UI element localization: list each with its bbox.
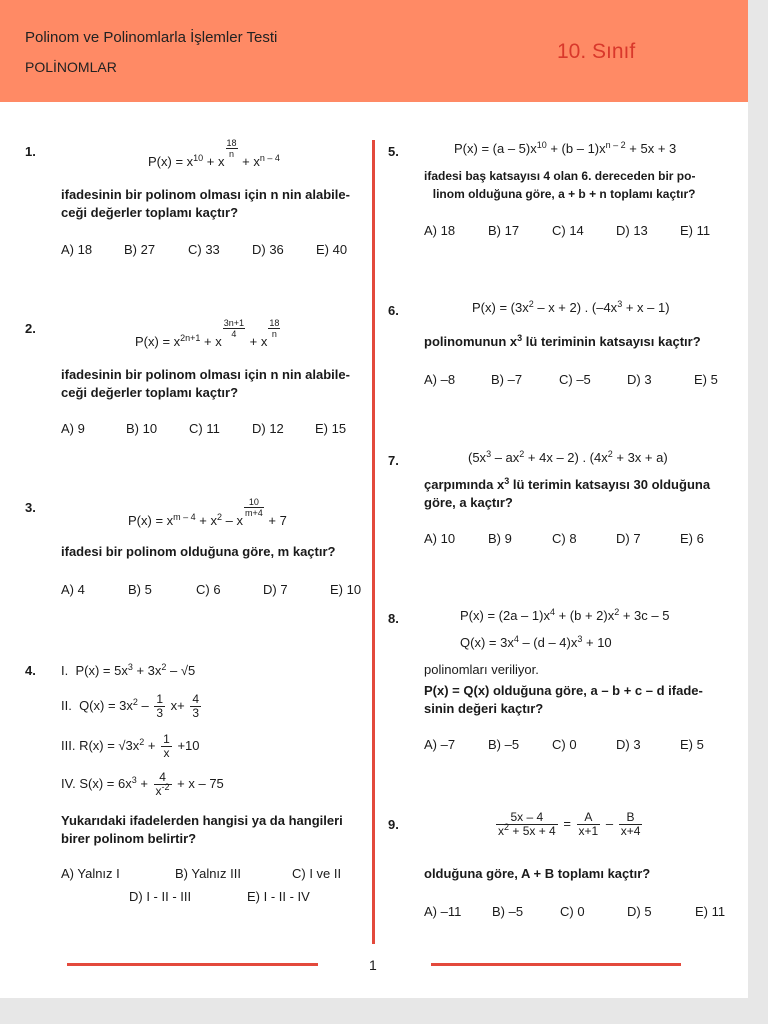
question-4-option-d[interactable]: D) I - II - III [129,889,192,904]
question-6-formula: $P(x) = (3x^2 - x + 2)$ . $(-4x^3 + x - 1)$ [472,299,670,315]
question-9-number: 9. [388,817,399,832]
question-8-option-e[interactable]: E) 5 [680,737,704,752]
question-8-number: 8. [388,611,399,626]
question-5-text: ifadesi baş katsayısı 4 olan 6. dereceden bir po- linom olduğuna göre, a + b + n toplamı kaçtır? [424,169,696,201]
question-2-option-a[interactable]: A) 9 [61,421,85,436]
question-8-given: polinomları veriliyor. [424,662,539,677]
question-1-option-c[interactable]: C) 33 [188,242,220,257]
question-3-option-b[interactable]: B) 5 [128,582,152,597]
question-3-option-c[interactable]: C) 6 [196,582,221,597]
question-6-text-a: polinomunun x [424,334,518,349]
question-7-option-e[interactable]: E) 6 [680,531,704,546]
question-7-option-d[interactable]: D) 7 [616,531,641,546]
question-2-option-d[interactable]: D) 12 [252,421,284,436]
item-2-label: II. [61,697,72,713]
question-9-option-d[interactable]: D) 5 [627,904,652,919]
question-1-option-a[interactable]: A) 18 [61,242,93,257]
question-9-option-c[interactable]: C) 0 [560,904,585,919]
question-1-option-e[interactable]: E) 40 [316,242,348,257]
question-3-option-e[interactable]: E) 10 [330,582,362,597]
question-3-option-d[interactable]: D) 7 [263,582,288,597]
question-8-option-c[interactable]: C) 0 [552,737,577,752]
question-4-item-3: III. $R(x) = √3x^2$ + $\frac{1}{x}$ +10 [61,732,200,760]
question-8-option-d[interactable]: D) 3 [616,737,641,752]
question-4-item-4: IV. $S(x) = 6x^3$ + $\frac{4}{x^{-2}}$ + x – 75 [61,770,224,798]
question-8-option-b[interactable]: B) –5 [488,737,520,752]
question-2-number: 2. [25,321,36,336]
question-7-text-line-1: çarpımında $x^3$ lü terimin katsayısı 30 olduğuna [424,476,711,492]
question-7-text-b: lü terimin katsayısı 30 olduğuna [509,477,711,492]
question-2-formula: $P(x) = x^{2n+1} + x$ $\frac{3n+1}{4}$ + x $\frac{18}{n}$ [135,318,280,349]
item-1-label: I. [61,663,69,678]
question-6-option-e[interactable]: E) 5 [694,372,718,387]
question-4-option-b[interactable]: B) Yalnız III [175,866,241,881]
page-header [0,0,748,102]
question-5-formula: $P(x) = (a - 5)x^{10} + (b - 1)x^{n - 2} + 5x + 3$ [454,140,677,156]
question-1-number: 1. [25,144,36,159]
grade-label: 10. Sınıf [557,40,636,63]
question-7-text-a: çarpımında x [424,477,505,492]
question-7-formula: $(5x^3 - ax^2 + 4x - 2)$ . $(4x^2 + 3x + a)$ [468,449,668,465]
footer-rule-left [67,963,318,966]
question-5-option-b[interactable]: B) 17 [488,223,520,238]
question-6-text-b: lü teriminin katsayısı kaçtır? [522,334,701,349]
question-5-option-a[interactable]: A) 18 [424,223,456,238]
question-7-option-b[interactable]: B) 9 [488,531,512,546]
question-6-text: polinomunun $x^3$ lü teriminin katsayısı kaçtır? [424,333,701,349]
question-2-option-e[interactable]: E) 15 [315,421,347,436]
item-4-label: IV. [61,775,76,791]
question-2-option-b[interactable]: B) 10 [126,421,158,436]
question-6-number: 6. [388,303,399,318]
question-3-option-a[interactable]: A) 4 [61,582,85,597]
question-8-option-a[interactable]: A) –7 [424,737,456,752]
question-5-option-c[interactable]: C) 14 [552,223,584,238]
question-3-formula: $P(x) = x^{m - 4} + x^2 - x$ $\frac{10}{m+4}$ + 7 [128,497,287,528]
question-6-option-a[interactable]: A) –8 [424,372,456,387]
question-4-item-1: I. $P(x) = 5x^3 + 3x^2 - √5$ [61,662,196,678]
question-5-option-d[interactable]: D) 13 [616,223,648,238]
question-9-text: olduğuna göre, A + B toplamı kaçtır? [424,866,651,881]
question-1-option-d[interactable]: D) 36 [252,242,284,257]
question-9-formula: $\frac{5x - 4}{x^2 + 5x + 4}$ = $\frac{A}{x+1}$ – $\frac{B}{x+4}$ [498,810,641,838]
question-7-text-line-2: göre, a kaçtır? [424,495,513,510]
question-5-option-e[interactable]: E) 11 [680,223,711,238]
question-4-option-e[interactable]: E) I - II - IV [247,889,310,904]
question-4-option-a[interactable]: A) Yalnız I [61,866,120,881]
question-7-option-c[interactable]: C) 8 [552,531,577,546]
question-6-option-b[interactable]: B) –7 [491,372,523,387]
question-8-text: P(x) = Q(x) olduğuna göre, a – b + c – d ifade- sinin değeri kaçtır? [424,683,703,716]
question-3-number: 3. [25,500,36,515]
question-1-formula: $P(x) = x^{10} + x$ $\frac{18}{n}$ + $x^{n - 4}$ [148,138,280,169]
question-4-item-2: II. $Q(x) = 3x^2$ – $\frac{1}{3}$ x+ $\frac{4}{3}$ [61,692,200,720]
question-2-option-c[interactable]: C) 11 [189,421,220,436]
question-9-option-a[interactable]: A) –11 [424,904,462,919]
question-4-option-c[interactable]: C) I ve II [292,866,342,881]
footer-rule-right [431,963,681,966]
test-subtitle: POLİNOMLAR [25,59,117,75]
question-8-formula-q: $Q(x) = 3x^4 - (d - 4)x^3 + 10$ [460,634,612,650]
question-9-option-e[interactable]: E) 11 [695,904,726,919]
question-1-text: ifadesinin bir polinom olması için n nin alabile- ceği değerler toplamı kaçtır? [61,187,350,220]
question-7-option-a[interactable]: A) 10 [424,531,456,546]
question-5-number: 5. [388,144,399,159]
test-title: Polinom ve Polinomlarla İşlemler Testi [25,29,278,46]
page-number: 1 [369,957,377,973]
item-3-label: III. [61,737,76,753]
question-2-text: ifadesinin bir polinom olması için n nin alabile- ceği değerler toplamı kaçtır? [61,367,350,400]
question-4-text: Yukarıdaki ifadelerden hangisi ya da hangileri birer polinom belirtir? [61,813,343,846]
question-6-option-d[interactable]: D) 3 [627,372,652,387]
question-9-option-b[interactable]: B) –5 [492,904,524,919]
question-4-number: 4. [25,663,36,678]
question-3-text: ifadesi bir polinom olduğuna göre, m kaçtır? [61,544,336,559]
question-7-number: 7. [388,453,399,468]
question-6-option-c[interactable]: C) –5 [559,372,591,387]
question-1-option-b[interactable]: B) 27 [124,242,156,257]
column-divider [372,140,375,944]
question-8-formula-p: $P(x) = (2a - 1)x^4 + (b + 2)x^2 + 3c - 5$ [460,607,670,623]
